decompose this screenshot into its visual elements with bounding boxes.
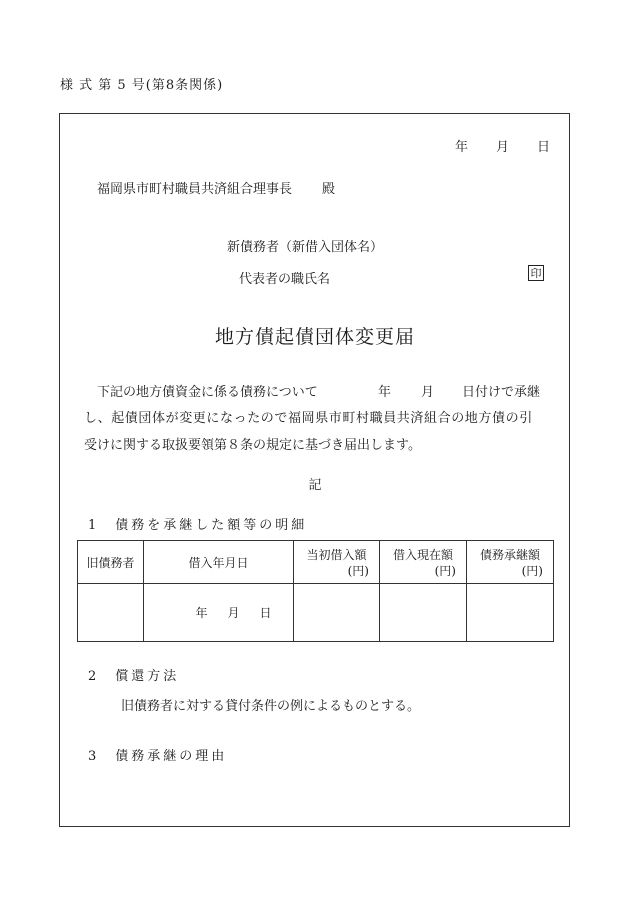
header-current-amount (380, 541, 467, 584)
header-assumed-amount (467, 541, 554, 584)
date-day-label: 日 (537, 140, 551, 155)
header-borrow-date: 借入年月日 (144, 541, 294, 584)
cell-current-amount[interactable] (380, 584, 467, 642)
section-1-title: 1 債務を承継した額等の明細 (88, 518, 308, 533)
addressee-name: 福岡県市町村職員共済組合理事長 (97, 182, 293, 197)
header-initial-amount (294, 541, 380, 584)
cell-year-label: 年 (195, 606, 208, 620)
table-header-row (78, 541, 554, 584)
cell-former-debtor[interactable] (78, 584, 144, 642)
header-assumed-amount-unit: (円) (521, 564, 543, 578)
section-3-title: 3 債務承継の理由 (88, 749, 228, 764)
new-debtor-label: 新債務者（新借入団体名） (227, 240, 384, 255)
header-former-debtor: 旧債務者 (78, 541, 144, 584)
header-initial-amount-unit: (円) (347, 564, 369, 578)
cell-initial-amount[interactable] (294, 584, 380, 642)
form-frame (59, 113, 570, 827)
body-line-1a: 下記の地方債資金に係る債務について (97, 385, 318, 400)
header-current-amount-label: 借入現在額 (392, 548, 453, 562)
addressee-honorific: 殿 (322, 182, 336, 197)
cell-assumed-amount[interactable] (467, 584, 554, 642)
table-row (78, 584, 554, 642)
body-line-1b: 日付けで承継 (462, 385, 541, 400)
representative-label: 代表者の職氏名 (239, 272, 331, 287)
body-line-1-year: 年 (378, 385, 392, 400)
header-current-amount-unit: (円) (434, 564, 456, 578)
cell-borrow-date[interactable] (144, 584, 294, 642)
date-month-label: 月 (496, 140, 510, 155)
date-year-label: 年 (455, 140, 469, 155)
detail-table (77, 540, 554, 642)
header-assumed-amount-label: 債務承継額 (479, 548, 540, 562)
cell-month-label: 月 (227, 606, 240, 620)
body-line-3: 受けに関する取扱要領第８条の規定に基づき届出します。 (84, 438, 421, 453)
form-number: 様 式 第 5 号(第8条関係) (60, 78, 224, 93)
seal-mark: 印 (528, 265, 544, 281)
body-line-2: し、起債団体が変更になったので福岡県市町村職員共済組合の地方債の引 (84, 411, 533, 426)
body-line-1-month: 月 (421, 385, 435, 400)
cell-day-label: 日 (259, 606, 272, 620)
header-initial-amount-label: 当初借入額 (306, 548, 367, 562)
document-title: 地方債起債団体変更届 (214, 326, 415, 348)
ki-heading: 記 (308, 478, 322, 493)
repayment-method-text: 旧債務者に対する貸付条件の例によるものとする。 (121, 699, 421, 714)
section-2-title: 2 償還方法 (88, 669, 180, 684)
